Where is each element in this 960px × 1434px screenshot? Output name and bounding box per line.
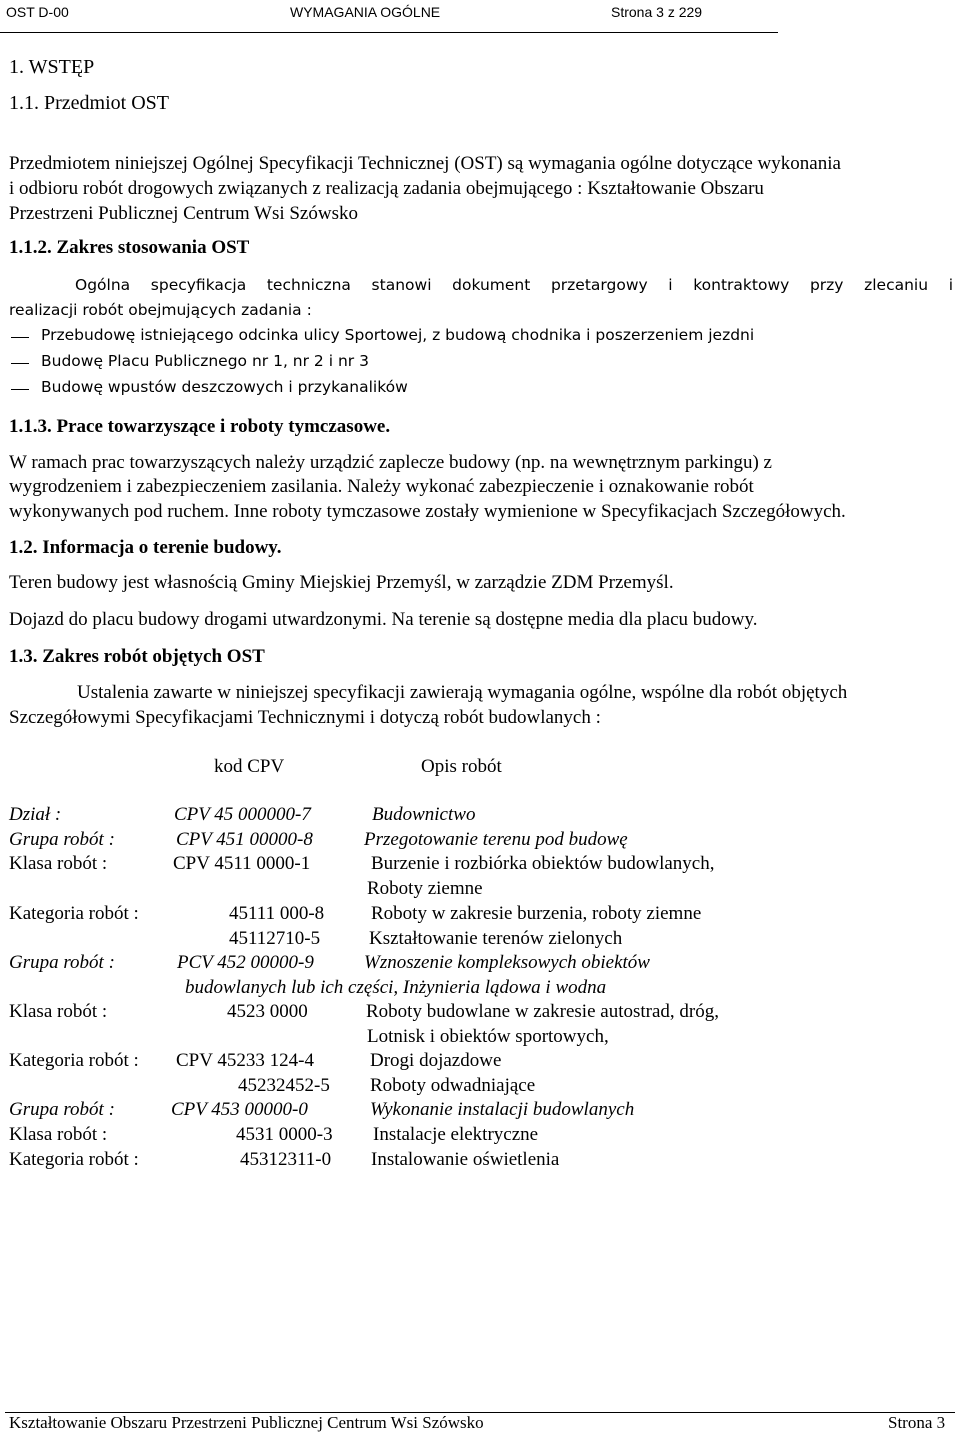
cpv-row-description: Roboty budowlane w zakresie autostrad, dróg, [366,1001,719,1022]
paragraph-line: realizacji robót obejmujących zadania : [9,301,312,319]
cpv-row-description: Roboty w zakresie burzenia, roboty ziemne [371,903,702,924]
paragraph-line: Ustalenia zawarte w niniejszej specyfikacji zawierają wymagania ogólne, wspólne dla robót objętych [77,682,848,703]
section-heading: 1. WSTĘP [9,56,95,78]
subsection-heading-1-1-2: 1.1.2. Zakres stosowania OST [9,237,250,258]
subsection-heading-1-1-3: 1.1.3. Prace towarzyszące i roboty tymczasowe. [9,416,391,437]
cpv-row-code: CPV 451 00000-8 [176,829,313,850]
cpv-row-label: Grupa robót : [9,829,115,850]
header-rule [0,32,778,33]
list-item: Budowę wpustów deszczowych i przykanalików [41,378,408,396]
paragraph-line: Przestrzeni Publicznej Centrum Wsi Szówsko [9,203,358,224]
cpv-column-header-code: kod CPV [214,756,285,777]
cpv-row-label: Klasa robót : [9,1124,108,1145]
footer-page-number: Strona 3 [888,1413,946,1432]
cpv-row-label: Klasa robót : [9,853,108,874]
cpv-row-description: Wykonanie instalacji budowlanych [370,1099,635,1120]
cpv-row-code: 4531 0000-3 [236,1124,333,1145]
cpv-row-description: Budownictwo [372,804,476,825]
subsection-heading-1-1: 1.1. Przedmiot OST [9,92,169,114]
header-page: Strona 3 z 229 [611,4,703,20]
cpv-row-code: 45232452-5 [238,1075,330,1096]
paragraph-line: wygrodzeniem i zabezpieczeniem zasilania. Należy wykonać zabezpieczenie i oznakowanie robót [9,476,754,497]
cpv-row-description-continued: budowlanych lub ich części, Inżynieria lądowa i wodna [185,977,607,998]
cpv-row-description: Instalacje elektryczne [373,1124,539,1145]
cpv-row-label: Kategoria robót : [9,903,139,924]
cpv-row-description: Burzenie i rozbiórka obiektów budowlanych, [371,853,715,874]
subsection-heading-1-3: 1.3. Zakres robót objętych OST [9,646,265,667]
cpv-row-description: Roboty odwadniające [370,1075,536,1096]
list-item: Budowę Placu Publicznego nr 1, nr 2 i nr 3 [41,352,369,370]
cpv-row-description: Wznoszenie kompleksowych obiektów [364,952,650,973]
paragraph-line: i odbioru robót drogowych związanych z realizacją zadania obejmującego : Kształtowanie Obszaru [9,178,764,199]
cpv-row-code: 45111 000-8 [229,903,325,924]
paragraph-line: Szczegółowymi Specyfikacjami Technicznymi i dotyczą robót budowlanych : [9,707,601,728]
cpv-row-code: 45112710-5 [229,928,321,949]
paragraph-line: Teren budowy jest własnością Gminy Miejskiej Przemyśl, w zarządzie ZDM Przemyśl. [9,572,674,593]
header-code: OST D-00 [6,4,69,20]
cpv-row-label: Klasa robót : [9,1001,108,1022]
paragraph-line: W ramach prac towarzyszących należy urządzić zaplecze budowy (np. na wewnętrznym parkingu) z [9,452,772,473]
cpv-row-code: 45312311-0 [240,1149,332,1170]
cpv-row-label: Grupa robót : [9,952,115,973]
cpv-row-label: Kategoria robót : [9,1149,139,1170]
paragraph-line: Dojazd do placu budowy drogami utwardzonymi. Na terenie są dostępne media dla placu budowy. [9,609,758,630]
footer-title: Kształtowanie Obszaru Przestrzeni Publicznej Centrum Wsi Szówsko [9,1413,484,1432]
cpv-row-code: CPV 45 000000-7 [174,804,311,825]
paragraph-line: wykonywanych pod ruchem. Inne roboty tymczasowe zostały wymienione w Specyfikacjach Szczegółowych. [9,501,846,522]
cpv-row-label: Dział : [9,804,62,825]
cpv-row-code: CPV 45233 124-4 [176,1050,314,1071]
cpv-row-description-continued: Roboty ziemne [367,878,483,899]
cpv-row-description: Drogi dojazdowe [370,1050,502,1071]
subsection-heading-1-2: 1.2. Informacja o terenie budowy. [9,537,282,558]
cpv-row-code: CPV 4511 0000-1 [173,853,311,874]
paragraph-line: Przedmiotem niniejszej Ogólnej Specyfikacji Technicznej (OST) są wymagania ogólne dotyczące wykonania [9,153,841,174]
list-dash [11,389,29,390]
list-item: Przebudowę istniejącego odcinka ulicy Sportowej, z budową chodnika i poszerzeniem jezdni [41,326,755,344]
cpv-row-label: Kategoria robót : [9,1050,139,1071]
cpv-row-description-continued: Lotnisk i obiektów sportowych, [367,1026,609,1047]
cpv-row-code: CPV 453 00000-0 [171,1099,308,1120]
list-dash [11,337,29,338]
cpv-row-description: Kształtowanie terenów zielonych [369,928,623,949]
header-title: WYMAGANIA OGÓLNE [290,4,441,20]
cpv-row-label: Grupa robót : [9,1099,115,1120]
cpv-row-code: PCV 452 00000-9 [177,952,314,973]
cpv-column-header-description: Opis robót [421,756,502,777]
cpv-row-description: Instalowanie oświetlenia [371,1149,560,1170]
cpv-row-code: 4523 0000 [227,1001,308,1022]
list-dash [11,363,29,364]
paragraph-line: Ogólna specyfikacja techniczna stanowi dokument przetargowy i kontraktowy przy zlecaniu i [75,276,953,294]
cpv-row-description: Przegotowanie terenu pod budowę [364,829,628,850]
